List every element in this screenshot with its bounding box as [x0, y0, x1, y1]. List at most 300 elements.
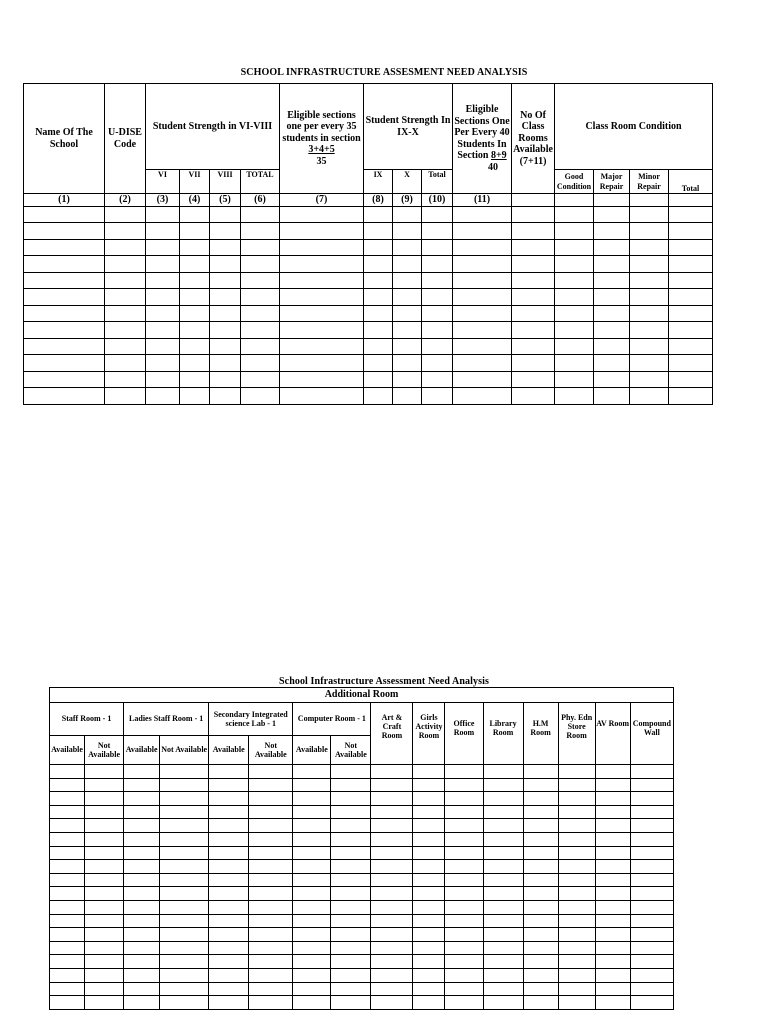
entry-cell[interactable] [595, 955, 630, 969]
entry-cell[interactable] [160, 778, 209, 792]
entry-cell[interactable] [209, 860, 249, 874]
entry-cell[interactable] [595, 996, 630, 1010]
entry-cell[interactable] [523, 887, 558, 901]
entry-cell[interactable] [413, 778, 445, 792]
entry-cell[interactable] [210, 256, 241, 273]
entry-cell[interactable] [293, 860, 331, 874]
entry-cell[interactable] [180, 371, 210, 388]
entry-cell[interactable] [422, 206, 453, 223]
entry-cell[interactable] [105, 239, 146, 256]
entry-cell[interactable] [512, 289, 555, 306]
entry-cell[interactable] [124, 860, 160, 874]
entry-cell[interactable] [293, 968, 331, 982]
entry-cell[interactable] [371, 778, 413, 792]
entry-cell[interactable] [555, 206, 594, 223]
entry-cell[interactable] [85, 805, 124, 819]
entry-cell[interactable] [558, 832, 595, 846]
entry-cell[interactable] [249, 873, 293, 887]
entry-cell[interactable] [85, 900, 124, 914]
entry-cell[interactable] [523, 955, 558, 969]
entry-cell[interactable] [371, 900, 413, 914]
entry-cell[interactable] [630, 206, 669, 223]
entry-cell[interactable] [364, 206, 393, 223]
entry-cell[interactable] [280, 256, 364, 273]
entry-cell[interactable] [180, 388, 210, 405]
entry-cell[interactable] [50, 955, 85, 969]
entry-cell[interactable] [422, 223, 453, 240]
entry-cell[interactable] [512, 305, 555, 322]
entry-cell[interactable] [105, 355, 146, 372]
entry-cell[interactable] [293, 819, 331, 833]
entry-cell[interactable] [483, 778, 523, 792]
entry-cell[interactable] [364, 256, 393, 273]
entry-cell[interactable] [523, 982, 558, 996]
entry-cell[interactable] [209, 928, 249, 942]
entry-cell[interactable] [371, 819, 413, 833]
entry-cell[interactable] [445, 941, 483, 955]
entry-cell[interactable] [558, 941, 595, 955]
entry-cell[interactable] [483, 832, 523, 846]
entry-cell[interactable] [371, 928, 413, 942]
entry-cell[interactable] [483, 914, 523, 928]
entry-cell[interactable] [669, 371, 713, 388]
entry-cell[interactable] [160, 805, 209, 819]
entry-cell[interactable] [124, 968, 160, 982]
entry-cell[interactable] [50, 928, 85, 942]
entry-cell[interactable] [669, 322, 713, 339]
entry-cell[interactable] [364, 388, 393, 405]
entry-cell[interactable] [85, 778, 124, 792]
entry-cell[interactable] [422, 256, 453, 273]
entry-cell[interactable] [160, 914, 209, 928]
entry-cell[interactable] [595, 873, 630, 887]
entry-cell[interactable] [24, 305, 105, 322]
entry-cell[interactable] [630, 928, 673, 942]
entry-cell[interactable] [371, 860, 413, 874]
entry-cell[interactable] [209, 941, 249, 955]
entry-cell[interactable] [280, 289, 364, 306]
entry-cell[interactable] [160, 900, 209, 914]
entry-cell[interactable] [124, 928, 160, 942]
entry-cell[interactable] [512, 239, 555, 256]
entry-cell[interactable] [595, 805, 630, 819]
entry-cell[interactable] [523, 914, 558, 928]
entry-cell[interactable] [393, 223, 422, 240]
entry-cell[interactable] [210, 223, 241, 240]
entry-cell[interactable] [105, 272, 146, 289]
entry-cell[interactable] [630, 887, 673, 901]
entry-cell[interactable] [146, 223, 180, 240]
entry-cell[interactable] [453, 355, 512, 372]
entry-cell[interactable] [249, 792, 293, 806]
entry-cell[interactable] [50, 805, 85, 819]
entry-cell[interactable] [413, 941, 445, 955]
entry-cell[interactable] [24, 371, 105, 388]
entry-cell[interactable] [445, 928, 483, 942]
entry-cell[interactable] [160, 996, 209, 1010]
entry-cell[interactable] [280, 371, 364, 388]
entry-cell[interactable] [364, 289, 393, 306]
entry-cell[interactable] [512, 272, 555, 289]
entry-cell[interactable] [180, 206, 210, 223]
entry-cell[interactable] [393, 322, 422, 339]
entry-cell[interactable] [445, 887, 483, 901]
entry-cell[interactable] [413, 996, 445, 1010]
entry-cell[interactable] [24, 338, 105, 355]
entry-cell[interactable] [630, 223, 669, 240]
entry-cell[interactable] [249, 887, 293, 901]
entry-cell[interactable] [594, 338, 630, 355]
entry-cell[interactable] [180, 322, 210, 339]
entry-cell[interactable] [483, 996, 523, 1010]
entry-cell[interactable] [160, 955, 209, 969]
entry-cell[interactable] [85, 860, 124, 874]
entry-cell[interactable] [241, 388, 280, 405]
entry-cell[interactable] [331, 860, 371, 874]
entry-cell[interactable] [50, 846, 85, 860]
entry-cell[interactable] [24, 206, 105, 223]
entry-cell[interactable] [146, 355, 180, 372]
entry-cell[interactable] [555, 388, 594, 405]
entry-cell[interactable] [422, 371, 453, 388]
entry-cell[interactable] [393, 272, 422, 289]
entry-cell[interactable] [24, 223, 105, 240]
entry-cell[interactable] [210, 272, 241, 289]
entry-cell[interactable] [595, 968, 630, 982]
entry-cell[interactable] [210, 355, 241, 372]
entry-cell[interactable] [210, 338, 241, 355]
entry-cell[interactable] [160, 792, 209, 806]
entry-cell[interactable] [249, 765, 293, 779]
entry-cell[interactable] [595, 887, 630, 901]
entry-cell[interactable] [160, 832, 209, 846]
entry-cell[interactable] [595, 819, 630, 833]
entry-cell[interactable] [445, 914, 483, 928]
entry-cell[interactable] [85, 914, 124, 928]
entry-cell[interactable] [160, 846, 209, 860]
entry-cell[interactable] [594, 371, 630, 388]
entry-cell[interactable] [669, 355, 713, 372]
entry-cell[interactable] [594, 223, 630, 240]
entry-cell[interactable] [331, 873, 371, 887]
entry-cell[interactable] [146, 388, 180, 405]
entry-cell[interactable] [331, 765, 371, 779]
entry-cell[interactable] [595, 914, 630, 928]
entry-cell[interactable] [105, 322, 146, 339]
entry-cell[interactable] [50, 873, 85, 887]
entry-cell[interactable] [331, 928, 371, 942]
entry-cell[interactable] [280, 322, 364, 339]
entry-cell[interactable] [209, 982, 249, 996]
entry-cell[interactable] [445, 832, 483, 846]
entry-cell[interactable] [249, 955, 293, 969]
entry-cell[interactable] [669, 338, 713, 355]
entry-cell[interactable] [293, 928, 331, 942]
entry-cell[interactable] [558, 860, 595, 874]
entry-cell[interactable] [523, 765, 558, 779]
entry-cell[interactable] [331, 819, 371, 833]
entry-cell[interactable] [50, 778, 85, 792]
entry-cell[interactable] [241, 322, 280, 339]
entry-cell[interactable] [293, 778, 331, 792]
entry-cell[interactable] [50, 941, 85, 955]
entry-cell[interactable] [453, 371, 512, 388]
entry-cell[interactable] [124, 900, 160, 914]
entry-cell[interactable] [180, 256, 210, 273]
entry-cell[interactable] [146, 322, 180, 339]
entry-cell[interactable] [595, 900, 630, 914]
entry-cell[interactable] [555, 371, 594, 388]
entry-cell[interactable] [393, 239, 422, 256]
entry-cell[interactable] [422, 305, 453, 322]
entry-cell[interactable] [85, 887, 124, 901]
entry-cell[interactable] [558, 996, 595, 1010]
entry-cell[interactable] [445, 996, 483, 1010]
entry-cell[interactable] [371, 968, 413, 982]
entry-cell[interactable] [483, 968, 523, 982]
entry-cell[interactable] [85, 873, 124, 887]
entry-cell[interactable] [160, 968, 209, 982]
entry-cell[interactable] [445, 982, 483, 996]
entry-cell[interactable] [413, 887, 445, 901]
entry-cell[interactable] [85, 996, 124, 1010]
entry-cell[interactable] [241, 338, 280, 355]
entry-cell[interactable] [630, 371, 669, 388]
entry-cell[interactable] [209, 805, 249, 819]
entry-cell[interactable] [160, 873, 209, 887]
entry-cell[interactable] [669, 272, 713, 289]
entry-cell[interactable] [50, 765, 85, 779]
entry-cell[interactable] [453, 388, 512, 405]
entry-cell[interactable] [483, 873, 523, 887]
entry-cell[interactable] [669, 223, 713, 240]
entry-cell[interactable] [445, 860, 483, 874]
entry-cell[interactable] [483, 765, 523, 779]
entry-cell[interactable] [595, 778, 630, 792]
entry-cell[interactable] [249, 805, 293, 819]
entry-cell[interactable] [293, 914, 331, 928]
entry-cell[interactable] [594, 239, 630, 256]
entry-cell[interactable] [249, 928, 293, 942]
entry-cell[interactable] [483, 860, 523, 874]
entry-cell[interactable] [249, 860, 293, 874]
entry-cell[interactable] [210, 305, 241, 322]
entry-cell[interactable] [124, 955, 160, 969]
entry-cell[interactable] [630, 860, 673, 874]
entry-cell[interactable] [594, 206, 630, 223]
entry-cell[interactable] [364, 239, 393, 256]
entry-cell[interactable] [249, 900, 293, 914]
entry-cell[interactable] [558, 846, 595, 860]
entry-cell[interactable] [146, 239, 180, 256]
entry-cell[interactable] [24, 355, 105, 372]
entry-cell[interactable] [371, 792, 413, 806]
entry-cell[interactable] [209, 887, 249, 901]
entry-cell[interactable] [371, 805, 413, 819]
entry-cell[interactable] [371, 955, 413, 969]
entry-cell[interactable] [331, 846, 371, 860]
entry-cell[interactable] [445, 778, 483, 792]
entry-cell[interactable] [371, 832, 413, 846]
entry-cell[interactable] [595, 941, 630, 955]
entry-cell[interactable] [555, 223, 594, 240]
entry-cell[interactable] [630, 832, 673, 846]
entry-cell[interactable] [146, 272, 180, 289]
entry-cell[interactable] [371, 996, 413, 1010]
entry-cell[interactable] [209, 765, 249, 779]
entry-cell[interactable] [595, 765, 630, 779]
entry-cell[interactable] [160, 860, 209, 874]
entry-cell[interactable] [50, 914, 85, 928]
entry-cell[interactable] [124, 941, 160, 955]
entry-cell[interactable] [422, 338, 453, 355]
entry-cell[interactable] [293, 941, 331, 955]
entry-cell[interactable] [630, 900, 673, 914]
entry-cell[interactable] [293, 955, 331, 969]
entry-cell[interactable] [331, 805, 371, 819]
entry-cell[interactable] [280, 239, 364, 256]
entry-cell[interactable] [558, 887, 595, 901]
entry-cell[interactable] [630, 968, 673, 982]
entry-cell[interactable] [558, 873, 595, 887]
entry-cell[interactable] [413, 914, 445, 928]
entry-cell[interactable] [50, 900, 85, 914]
entry-cell[interactable] [630, 941, 673, 955]
entry-cell[interactable] [630, 846, 673, 860]
entry-cell[interactable] [595, 982, 630, 996]
entry-cell[interactable] [293, 805, 331, 819]
entry-cell[interactable] [209, 968, 249, 982]
entry-cell[interactable] [555, 338, 594, 355]
entry-cell[interactable] [669, 206, 713, 223]
entry-cell[interactable] [453, 239, 512, 256]
entry-cell[interactable] [422, 355, 453, 372]
entry-cell[interactable] [331, 941, 371, 955]
entry-cell[interactable] [160, 887, 209, 901]
entry-cell[interactable] [331, 887, 371, 901]
entry-cell[interactable] [483, 846, 523, 860]
entry-cell[interactable] [249, 778, 293, 792]
entry-cell[interactable] [630, 272, 669, 289]
entry-cell[interactable] [558, 928, 595, 942]
entry-cell[interactable] [393, 289, 422, 306]
entry-cell[interactable] [445, 819, 483, 833]
entry-cell[interactable] [393, 305, 422, 322]
entry-cell[interactable] [50, 832, 85, 846]
entry-cell[interactable] [630, 792, 673, 806]
entry-cell[interactable] [249, 941, 293, 955]
entry-cell[interactable] [371, 982, 413, 996]
entry-cell[interactable] [523, 819, 558, 833]
entry-cell[interactable] [280, 223, 364, 240]
entry-cell[interactable] [280, 338, 364, 355]
entry-cell[interactable] [124, 765, 160, 779]
entry-cell[interactable] [331, 982, 371, 996]
entry-cell[interactable] [364, 272, 393, 289]
entry-cell[interactable] [209, 996, 249, 1010]
entry-cell[interactable] [669, 239, 713, 256]
entry-cell[interactable] [209, 832, 249, 846]
entry-cell[interactable] [393, 206, 422, 223]
entry-cell[interactable] [393, 355, 422, 372]
entry-cell[interactable] [558, 792, 595, 806]
entry-cell[interactable] [85, 832, 124, 846]
entry-cell[interactable] [331, 778, 371, 792]
entry-cell[interactable] [413, 832, 445, 846]
entry-cell[interactable] [209, 846, 249, 860]
entry-cell[interactable] [146, 289, 180, 306]
entry-cell[interactable] [210, 371, 241, 388]
entry-cell[interactable] [209, 900, 249, 914]
entry-cell[interactable] [124, 996, 160, 1010]
entry-cell[interactable] [483, 982, 523, 996]
entry-cell[interactable] [523, 778, 558, 792]
entry-cell[interactable] [241, 305, 280, 322]
entry-cell[interactable] [371, 914, 413, 928]
entry-cell[interactable] [595, 860, 630, 874]
entry-cell[interactable] [180, 272, 210, 289]
entry-cell[interactable] [422, 322, 453, 339]
entry-cell[interactable] [630, 819, 673, 833]
entry-cell[interactable] [146, 256, 180, 273]
entry-cell[interactable] [371, 765, 413, 779]
entry-cell[interactable] [555, 272, 594, 289]
entry-cell[interactable] [669, 256, 713, 273]
entry-cell[interactable] [210, 239, 241, 256]
entry-cell[interactable] [558, 778, 595, 792]
entry-cell[interactable] [371, 873, 413, 887]
entry-cell[interactable] [445, 792, 483, 806]
entry-cell[interactable] [555, 322, 594, 339]
entry-cell[interactable] [555, 355, 594, 372]
entry-cell[interactable] [594, 355, 630, 372]
entry-cell[interactable] [422, 239, 453, 256]
entry-cell[interactable] [364, 338, 393, 355]
entry-cell[interactable] [241, 206, 280, 223]
entry-cell[interactable] [558, 968, 595, 982]
entry-cell[interactable] [445, 968, 483, 982]
entry-cell[interactable] [331, 955, 371, 969]
entry-cell[interactable] [24, 256, 105, 273]
entry-cell[interactable] [483, 900, 523, 914]
entry-cell[interactable] [160, 928, 209, 942]
entry-cell[interactable] [241, 272, 280, 289]
entry-cell[interactable] [594, 272, 630, 289]
entry-cell[interactable] [669, 305, 713, 322]
entry-cell[interactable] [512, 388, 555, 405]
entry-cell[interactable] [124, 819, 160, 833]
entry-cell[interactable] [146, 338, 180, 355]
entry-cell[interactable] [249, 968, 293, 982]
entry-cell[interactable] [523, 792, 558, 806]
entry-cell[interactable] [124, 832, 160, 846]
entry-cell[interactable] [413, 846, 445, 860]
entry-cell[interactable] [241, 355, 280, 372]
entry-cell[interactable] [241, 239, 280, 256]
entry-cell[interactable] [50, 887, 85, 901]
entry-cell[interactable] [209, 778, 249, 792]
entry-cell[interactable] [293, 996, 331, 1010]
entry-cell[interactable] [180, 338, 210, 355]
entry-cell[interactable] [280, 305, 364, 322]
entry-cell[interactable] [393, 338, 422, 355]
entry-cell[interactable] [105, 305, 146, 322]
entry-cell[interactable] [630, 955, 673, 969]
entry-cell[interactable] [160, 819, 209, 833]
entry-cell[interactable] [594, 305, 630, 322]
entry-cell[interactable] [50, 968, 85, 982]
entry-cell[interactable] [445, 805, 483, 819]
